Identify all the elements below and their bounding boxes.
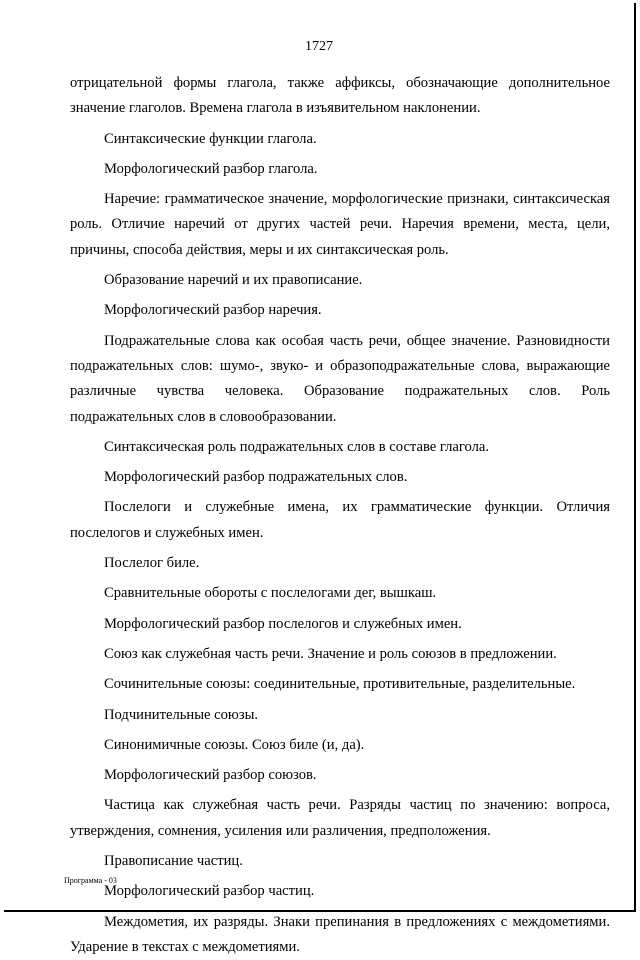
paragraph-conjunction-morphology: Морфологический разбор союзов. <box>104 767 317 784</box>
paragraph-comparative-phrases: Сравнительные обороты с послелогами дег, вышкаш. <box>104 585 437 602</box>
paragraph-verb-syntax: Синтаксические функции глагола. <box>104 130 317 147</box>
paragraph-adverb-formation: Образование наречий и их правописание. <box>104 272 363 289</box>
paragraph-synonymous-conjunctions: Синонимичные союзы. Союз биле (и, да). <box>104 736 365 753</box>
document-page <box>4 3 636 955</box>
paragraph-particles: Частица как служебная часть речи. Разряды частиц по значению: вопроса, утверждения, сомнения, усиления или различения, предположения. <box>70 797 610 839</box>
paragraph-imitative-morphology: Морфологический разбор подражательных слов. <box>104 469 408 486</box>
page-number: 1727 <box>305 39 333 54</box>
page-footer: Программа - 03 <box>64 876 117 885</box>
paragraph-adverb: Наречие: грамматическое значение, морфологические признаки, синтаксическая роль. Отличие наречий от других частей речи. Наречия времени, места, цели, причины, способа действия, меры и их синтаксическая роль. <box>70 191 610 258</box>
paragraph-verb-morphology: Морфологический разбор глагола. <box>104 160 318 177</box>
paragraph-verb-forms: отрицательной формы глагола, также аффиксы, обозначающие дополнительное значение глаголов. Времена глагола в изъявительном наклонении. <box>70 75 610 117</box>
paragraph-postposition-bile: Послелог биле. <box>104 555 200 572</box>
paragraph-particle-morphology: Морфологический разбор частиц. <box>104 883 315 900</box>
paragraph-interjections: Междометия, их разряды. Знаки препинания в предложениях с междометиями. Ударение в текстах с междометиями. <box>70 913 610 955</box>
paragraph-postpositions: Послелоги и служебные имена, их грамматические функции. Отличия послелогов и служебных имен. <box>70 499 610 541</box>
paragraph-imitative-words: Подражательные слова как особая часть речи, общее значение. Разновидности подражательных слов: шумо-, звуко- и образоподражательные слова, выражающие различные чувства человека. Образование подражательных слов. Роль подражательных слов в словообразовании. <box>70 332 610 425</box>
paragraph-particle-spelling: Правописание частиц. <box>104 853 243 870</box>
paragraph-conjunction: Союз как служебная часть речи. Значение и роль союзов в предложении. <box>104 645 557 662</box>
paragraph-adverb-morphology: Морфологический разбор наречия. <box>104 302 322 319</box>
paragraph-postposition-morphology: Морфологический разбор послелогов и служебных имен. <box>104 615 462 632</box>
page-body <box>70 71 610 960</box>
paragraph-coordinating-conjunctions: Сочинительные союзы: соединительные, противительные, разделительные. <box>104 676 576 693</box>
paragraph-imitative-syntax: Синтаксическая роль подражательных слов в составе глагола. <box>104 438 490 455</box>
paragraph-subordinating-conjunctions: Подчинительные союзы. <box>104 706 259 723</box>
